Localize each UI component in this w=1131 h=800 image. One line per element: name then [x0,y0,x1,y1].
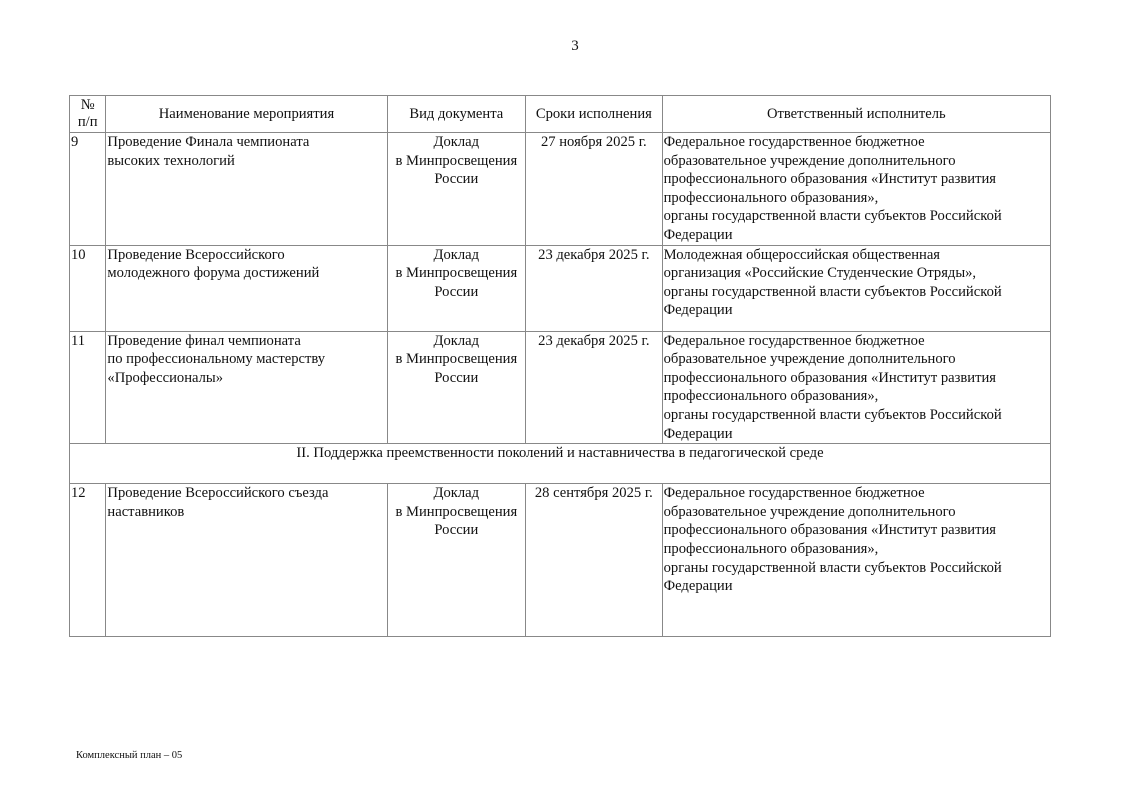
table-row [70,331,1051,444]
document-type [387,245,526,331]
document-type [387,331,526,444]
header-document-type: Вид документа [387,96,526,133]
responsible-line: органы государственной власти субъектов Российской [663,559,1002,576]
table-row [70,484,1051,637]
header-number [70,96,106,133]
event-name-line: «Профессионалы» [107,369,223,386]
responsible [662,245,1050,331]
document-type-line: России [434,171,479,188]
responsible-line: профессионального образования «Институт развития [663,369,996,386]
responsible-line: профессионального образования «Институт развития [663,522,996,539]
header-event-name: Наименование мероприятия [106,96,387,133]
responsible [662,484,1050,637]
document-type [387,133,526,246]
event-name [106,331,387,444]
header-deadline: Сроки исполнения [526,96,663,133]
event-name-line: Проведение Всероссийского [107,246,285,263]
event-name-line: высоких технологий [107,152,235,169]
document-type [387,484,526,637]
event-name-line: Проведение Финала чемпионата [107,134,310,150]
document-type-line: Доклад [433,134,480,150]
table-row [70,133,1051,246]
responsible-line: профессионального образования», [663,388,879,405]
row-number: 10 [70,245,106,331]
responsible-line: Федеральное государственное бюджетное [663,134,925,150]
responsible-line: организация «Российские Студенческие Отряды», [663,265,977,282]
document-footer: Комплексный план – 05 [76,750,183,761]
header-number-abbr: п/п [77,114,98,130]
section-title: II. Поддержка преемственности поколений и наставничества в педагогической среде [70,444,1051,484]
event-name-line: Проведение Всероссийского съезда [107,485,329,502]
responsible-line: Федерации [663,302,733,319]
responsible-line: Федеральное государственное бюджетное [663,332,925,349]
header-number-symbol: № [80,97,95,113]
responsible-line: профессионального образования «Институт развития [663,171,996,188]
plan-table [69,95,1051,637]
responsible-line: профессионального образования», [663,540,879,557]
deadline: 27 ноября 2025 г. [526,133,663,246]
document-type-line: Доклад [433,332,480,349]
responsible-line: образовательное учреждение дополнительного [663,503,956,520]
event-name-line: по профессиональному мастерству [107,351,326,368]
document-type-line: России [434,369,479,386]
responsible-line: профессионального образования», [663,189,879,206]
event-name [106,245,387,331]
responsible-line: образовательное учреждение дополнительного [663,351,956,368]
responsible-line: Федерации [663,578,733,595]
document-type-line: России [434,283,479,300]
deadline: 23 декабря 2025 г. [526,331,663,444]
event-name [106,133,387,246]
event-name-line: Проведение финал чемпионата [107,332,301,349]
row-number: 12 [70,484,106,637]
responsible-line: Молодежная общероссийская общественная [663,246,941,263]
responsible-line: Федерации [663,226,733,243]
document-type-line: в Минпросвещения [395,351,518,368]
event-name-line: молодежного форума достижений [107,265,320,282]
table-row [70,245,1051,331]
responsible [662,133,1050,246]
responsible-line: органы государственной власти субъектов Российской [663,406,1002,423]
responsible-line: Федерации [663,425,733,442]
deadline: 28 сентября 2025 г. [526,484,663,637]
document-type-line: России [434,522,479,539]
document-type-line: Доклад [433,485,480,502]
responsible [662,331,1050,444]
document-type-line: в Минпросвещения [395,503,518,520]
page-number: 3 [571,38,579,54]
header-responsible: Ответственный исполнитель [662,96,1050,133]
document-type-line: Доклад [433,246,480,263]
responsible-line: Федеральное государственное бюджетное [663,485,925,502]
document-type-line: в Минпросвещения [395,152,518,169]
row-number: 9 [70,133,106,246]
responsible-line: образовательное учреждение дополнительного [663,152,956,169]
document-type-line: в Минпросвещения [395,265,518,282]
section-row [70,444,1051,484]
deadline: 23 декабря 2025 г. [526,245,663,331]
responsible-line: органы государственной власти субъектов Российской [663,283,1002,300]
event-name-line: наставников [107,503,185,520]
responsible-line: органы государственной власти субъектов Российской [663,208,1002,225]
row-number: 11 [70,331,106,444]
event-name [106,484,387,637]
table-header-row [70,96,1051,133]
